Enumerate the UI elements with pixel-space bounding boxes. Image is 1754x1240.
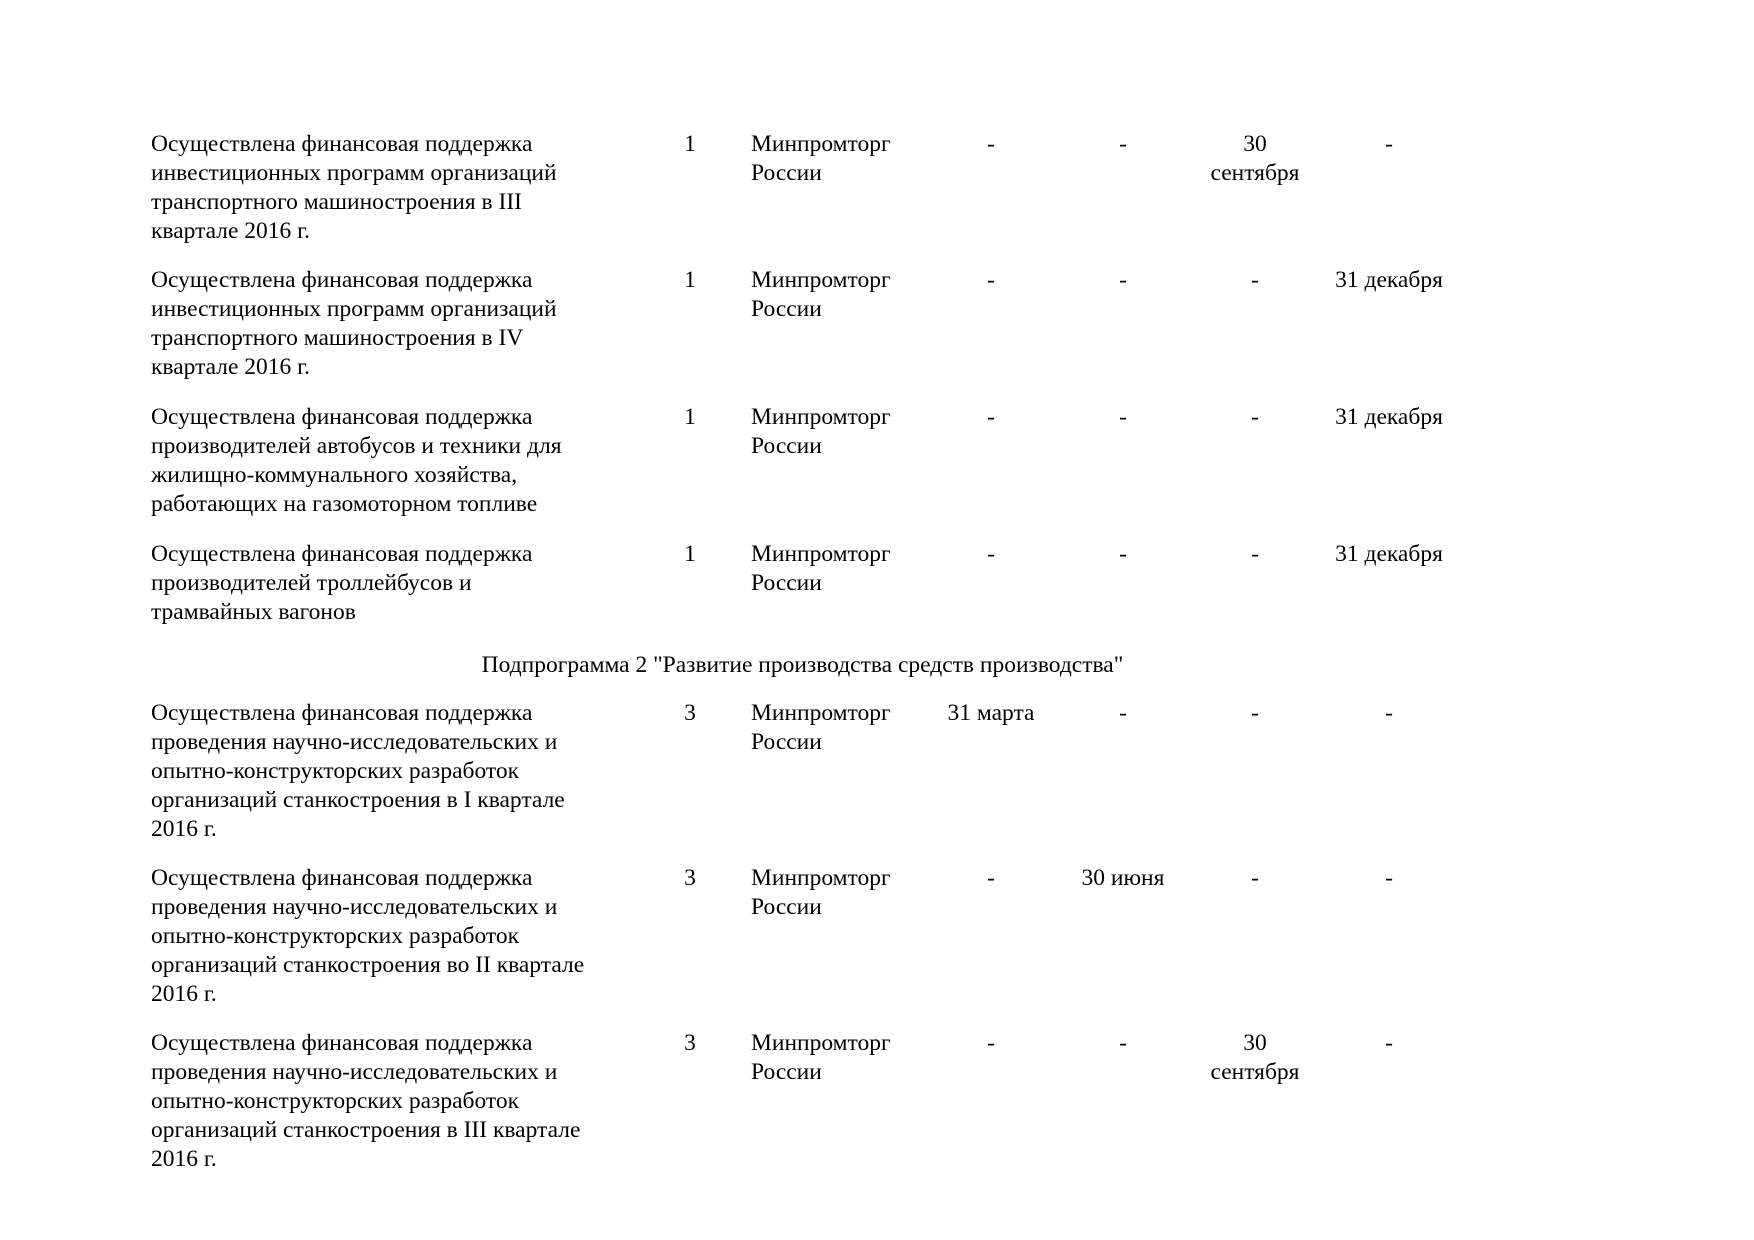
responsible-agency: Минпромторг России xyxy=(751,541,891,596)
q1-deadline: - xyxy=(987,267,995,293)
row-number: 3 xyxy=(684,700,696,726)
q2-deadline: 30 июня xyxy=(1081,865,1165,891)
q4-deadline: - xyxy=(1385,700,1393,726)
q2-deadline: - xyxy=(1119,131,1127,157)
q4-deadline: - xyxy=(1385,1030,1393,1056)
measure-description: Осуществлена финансовая поддержка производителей автобусов и техники для жилищно-коммунального хозяйства, работающих на газомоторном топливе xyxy=(151,404,562,517)
q1-deadline: - xyxy=(987,541,995,567)
q4-deadline: 31 декабря xyxy=(1335,404,1443,430)
responsible-agency: Минпромторг России xyxy=(751,267,891,322)
row-number: 1 xyxy=(684,404,696,430)
q3-deadline: - xyxy=(1251,267,1259,293)
row-number: 1 xyxy=(684,267,696,293)
measure-description: Осуществлена финансовая поддержка проведения научно-исследовательских и опытно-конструкторских разработок организаций станкостроения в I квартале 2016 г. xyxy=(151,700,565,842)
q2-deadline: - xyxy=(1119,267,1127,293)
q3-deadline: - xyxy=(1251,700,1259,726)
responsible-agency: Минпромторг России xyxy=(751,404,891,459)
responsible-agency: Минпромторг России xyxy=(751,700,891,755)
q4-deadline: 31 декабря xyxy=(1335,541,1443,567)
q2-deadline: - xyxy=(1119,404,1127,430)
responsible-agency: Минпромторг России xyxy=(751,865,891,920)
q1-deadline: - xyxy=(987,131,995,157)
q3-deadline: - xyxy=(1251,404,1259,430)
q3-deadline: - xyxy=(1251,865,1259,891)
responsible-agency: Минпромторг России xyxy=(751,131,891,186)
q3-deadline: 30 сентября xyxy=(1210,1030,1300,1085)
subprogram-title: Подпрограмма 2 "Развитие производства средств производства" xyxy=(481,652,1124,678)
measure-description: Осуществлена финансовая поддержка производителей троллейбусов и трамвайных вагонов xyxy=(151,541,533,625)
measure-description: Осуществлена финансовая поддержка проведения научно-исследовательских и опытно-конструкторских разработок организаций станкостроения во II квартале 2016 г. xyxy=(151,865,585,1007)
q2-deadline: - xyxy=(1119,700,1127,726)
q1-deadline: - xyxy=(987,1030,995,1056)
q3-deadline: 30 сентября xyxy=(1210,131,1300,186)
measure-description: Осуществлена финансовая поддержка инвестиционных программ организаций транспортного машиностроения в IV квартале 2016 г. xyxy=(151,267,557,380)
row-number: 1 xyxy=(684,131,696,157)
q4-deadline: - xyxy=(1385,131,1393,157)
q2-deadline: - xyxy=(1119,1030,1127,1056)
q1-deadline: - xyxy=(987,865,995,891)
q4-deadline: - xyxy=(1385,865,1393,891)
responsible-agency: Минпромторг России xyxy=(751,1030,891,1085)
q4-deadline: 31 декабря xyxy=(1335,267,1443,293)
measure-description: Осуществлена финансовая поддержка инвестиционных программ организаций транспортного машиностроения в III квартале 2016 г. xyxy=(151,131,557,244)
q2-deadline: - xyxy=(1119,541,1127,567)
row-number: 3 xyxy=(684,865,696,891)
q3-deadline: - xyxy=(1251,541,1259,567)
q1-deadline: 31 марта xyxy=(947,700,1035,726)
q1-deadline: - xyxy=(987,404,995,430)
measure-description: Осуществлена финансовая поддержка проведения научно-исследовательских и опытно-конструкторских разработок организаций станкостроения в III квартале 2016 г. xyxy=(151,1030,581,1172)
row-number: 3 xyxy=(684,1030,696,1056)
row-number: 1 xyxy=(684,541,696,567)
